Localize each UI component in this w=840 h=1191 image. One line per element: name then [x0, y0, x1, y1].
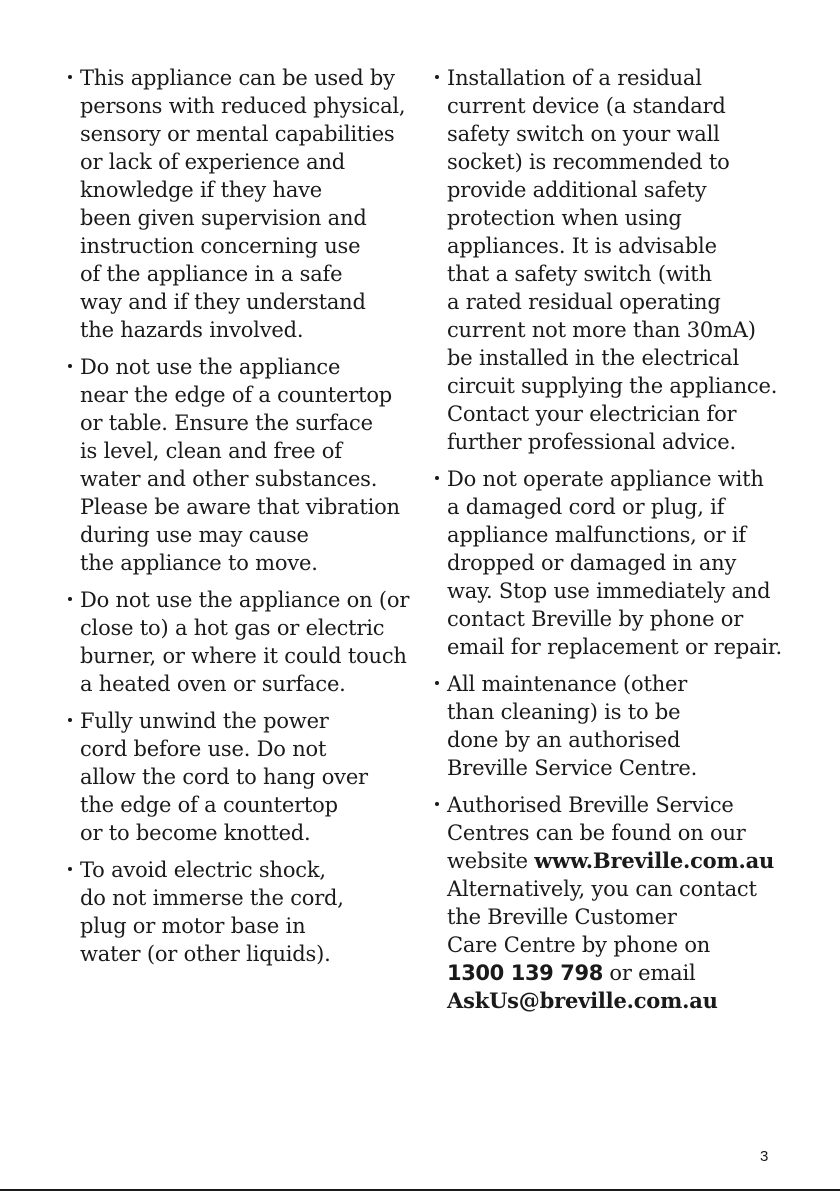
text-line: Do not operate appliance with	[447, 467, 764, 491]
text-line: than cleaning) is to be	[447, 700, 681, 724]
text-line: burner, or where it could touch	[80, 644, 407, 668]
right-column	[433, 64, 783, 1024]
text-line: appliances. It is advisable	[447, 234, 717, 258]
bullet-icon	[68, 364, 72, 368]
text-line: water and other substances.	[80, 467, 378, 491]
text-line: near the edge of a countertop	[80, 383, 393, 407]
text-line: All maintenance (other	[447, 672, 688, 696]
text-line: allow the cord to hang over	[80, 765, 368, 789]
text-line: dropped or damaged in any	[447, 551, 737, 575]
website-line	[447, 847, 783, 875]
text-line: water (or other liquids).	[80, 942, 331, 966]
left-column	[66, 64, 411, 977]
text-line: To avoid electric shock,	[80, 858, 326, 882]
text-line: of the appliance in a safe	[80, 262, 343, 286]
text-line: that a safety switch (with	[447, 262, 712, 286]
contact-item	[433, 791, 783, 1015]
text-line: a rated residual operating	[447, 290, 721, 314]
email-link[interactable]: AskUs@breville.com.au	[447, 988, 718, 1013]
text-line: knowledge if they have	[80, 178, 323, 202]
text-line: Do not use the appliance on (or	[80, 588, 410, 612]
safety-item	[66, 353, 411, 577]
text-line: or lack of experience and	[80, 150, 346, 174]
text-line: current not more than 30mA)	[447, 318, 756, 342]
safety-item	[433, 64, 783, 456]
text-line: instruction concerning use	[80, 234, 361, 258]
text-line: Authorised Breville Service	[447, 793, 734, 817]
text-line: protection when using	[447, 206, 682, 230]
text-line: Care Centre by phone on	[447, 933, 711, 957]
website-link[interactable]: www.Breville.com.au	[534, 848, 775, 873]
safety-item	[66, 586, 411, 698]
safety-item	[433, 465, 783, 661]
text-line: way. Stop use immediately and	[447, 579, 771, 603]
text-line: the edge of a countertop	[80, 793, 338, 817]
text-line: This appliance can be used by	[80, 66, 395, 90]
safety-item	[66, 707, 411, 847]
safety-item	[66, 64, 411, 344]
phone-number[interactable]: 1300 139 798	[447, 961, 603, 985]
text-line: Breville Service Centre.	[447, 756, 698, 780]
text-line: during use may cause	[80, 523, 309, 547]
text-line: circuit supplying the appliance.	[447, 374, 778, 398]
text-line: or to become knotted.	[80, 821, 311, 845]
text-line: contact Breville by phone or	[447, 607, 744, 631]
bullet-icon	[435, 75, 439, 79]
phone-suffix: or email	[602, 961, 696, 985]
page-number: 3	[760, 1148, 769, 1165]
text-line: do not immerse the cord,	[80, 886, 344, 910]
bullet-icon	[68, 718, 72, 722]
text-line: safety switch on your wall	[447, 122, 720, 146]
text-line: plug or motor base in	[80, 914, 306, 938]
text-line: is level, clean and free of	[80, 439, 342, 463]
text-line: way and if they understand	[80, 290, 366, 314]
text-line: persons with reduced physical,	[80, 94, 406, 118]
bullet-icon	[435, 681, 439, 685]
text-line: the hazards involved.	[80, 318, 304, 342]
phone-line	[447, 959, 783, 987]
safety-item	[66, 856, 411, 968]
text-line: sensory or mental capabilities	[80, 122, 395, 146]
text-line: Do not use the appliance	[80, 355, 341, 379]
bullet-icon	[435, 802, 439, 806]
text-line: close to) a hot gas or electric	[80, 616, 385, 640]
bullet-icon	[68, 597, 72, 601]
text-line: current device (a standard	[447, 94, 726, 118]
bullet-icon	[68, 75, 72, 79]
text-line: Please be aware that vibration	[80, 495, 400, 519]
text-line: or table. Ensure the surface	[80, 411, 373, 435]
text-line: Centres can be found on our	[447, 821, 746, 845]
text-line: socket) is recommended to	[447, 150, 730, 174]
text-line: done by an authorised	[447, 728, 681, 752]
text-line: Alternatively, you can contact	[447, 877, 757, 901]
safety-item	[433, 670, 783, 782]
text-line: the appliance to move.	[80, 551, 318, 575]
text-line: cord before use. Do not	[80, 737, 327, 761]
text-line: appliance malfunctions, or if	[447, 523, 746, 547]
text-line: Fully unwind the power	[80, 709, 329, 733]
bullet-icon	[435, 476, 439, 480]
text-line: further professional advice.	[447, 430, 736, 454]
website-prefix: website	[447, 849, 535, 873]
text-line: a damaged cord or plug, if	[447, 495, 725, 519]
text-line: the Breville Customer	[447, 905, 677, 929]
text-line: Contact your electrician for	[447, 402, 737, 426]
text-line: Installation of a residual	[447, 66, 702, 90]
text-line: been given supervision and	[80, 206, 367, 230]
text-line: be installed in the electrical	[447, 346, 740, 370]
bullet-icon	[68, 867, 72, 871]
text-line: email for replacement or repair.	[447, 635, 782, 659]
text-line: provide additional safety	[447, 178, 707, 202]
text-line: a heated oven or surface.	[80, 672, 346, 696]
